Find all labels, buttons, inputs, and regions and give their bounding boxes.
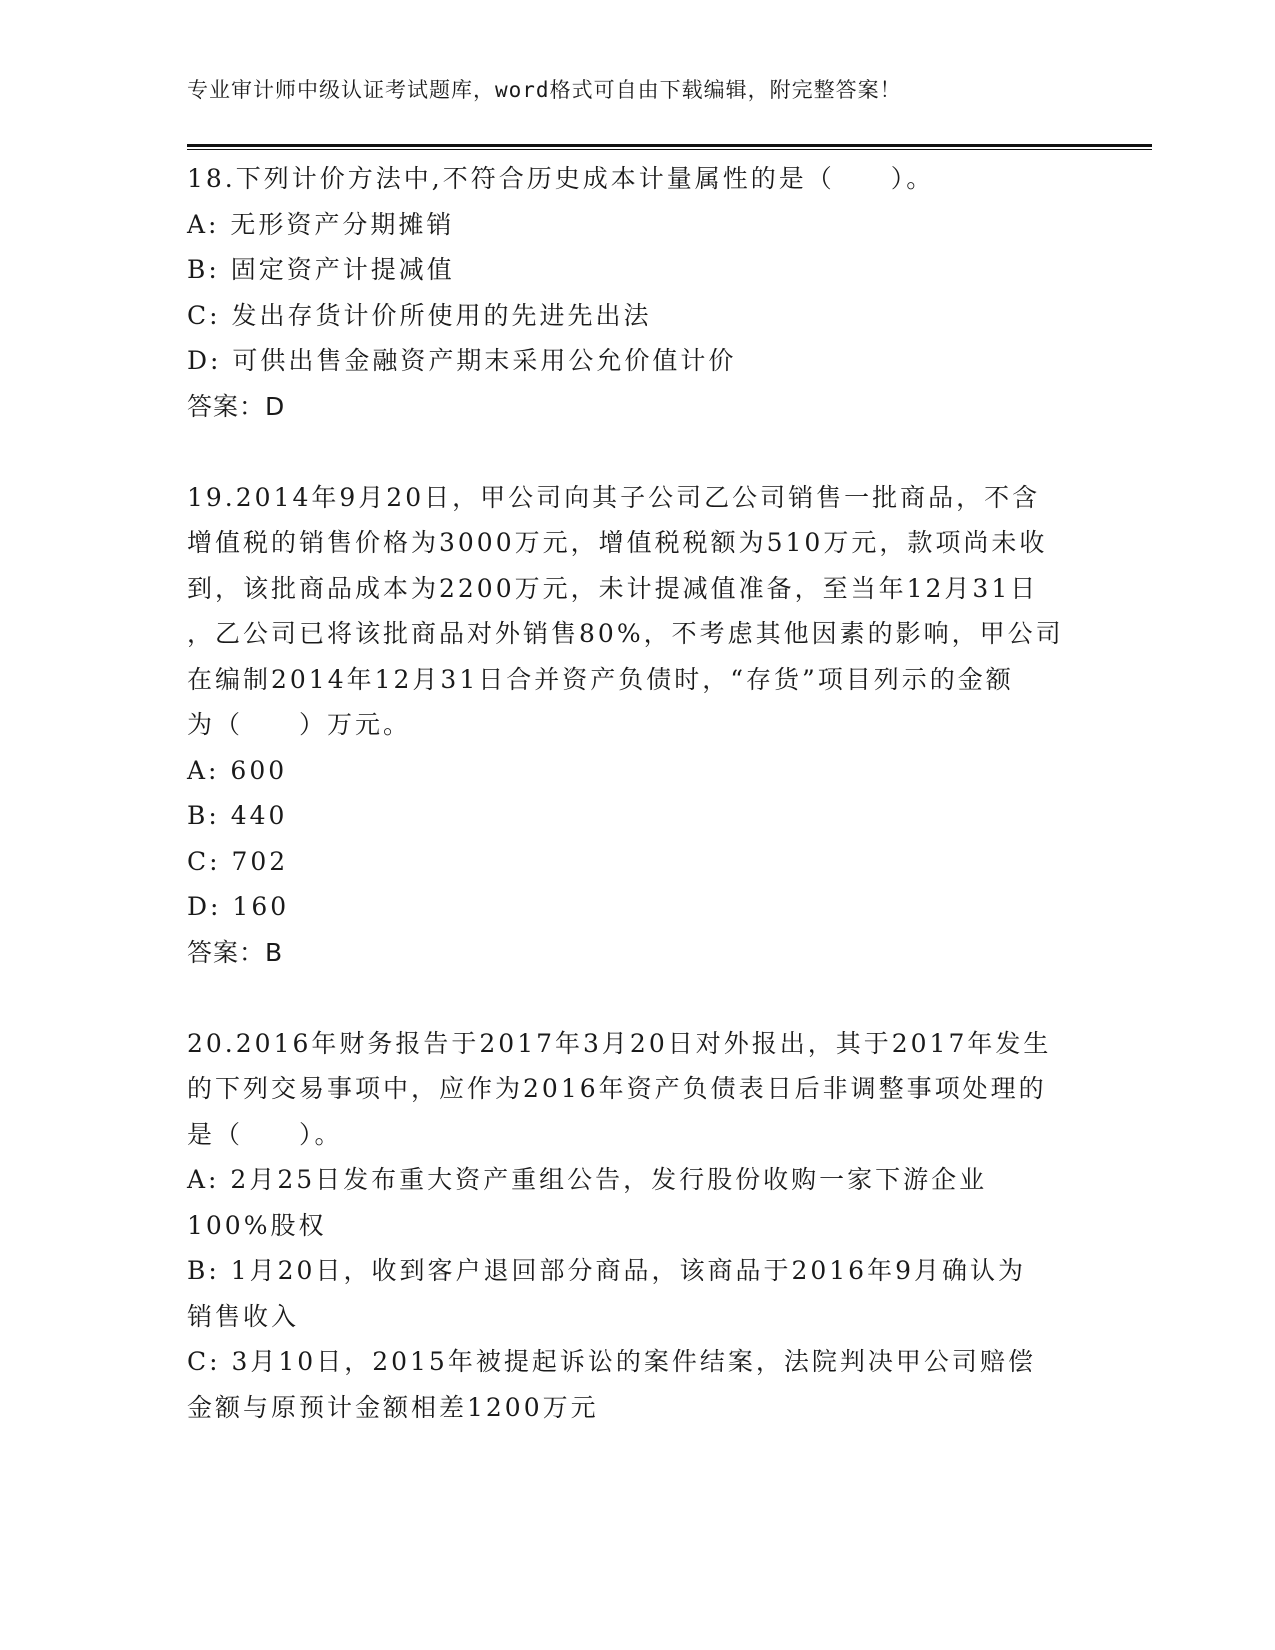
option-c: C: 发出存货计价所使用的先进先出法 — [187, 300, 652, 330]
question-19 — [187, 475, 1087, 976]
option-b: B: 1月20日，收到客户退回部分商品，该商品于2016年9月确认为 — [187, 1256, 1026, 1285]
option-a: A: 无形资产分期摊销 — [187, 209, 455, 239]
question-stem: 增值税的销售价格为3000万元，增值税税额为510万元，款项尚未收 — [187, 528, 1048, 557]
option-d: D: 160 — [187, 892, 290, 921]
option-a: A: 2月25日发布重大资产重组公告，发行股份收购一家下游企业 — [187, 1165, 988, 1194]
spacer — [187, 975, 1087, 1021]
option-d: D: 可供出售金融资产期末采用公允价值计价 — [187, 346, 737, 375]
option-c: 金额与原预计金额相差1200万元 — [187, 1392, 599, 1422]
header-divider — [187, 144, 1152, 147]
answer: 答案：D — [187, 391, 286, 421]
page-header: 专业审计师中级认证考试题库，word格式可自由下载编辑，附完整答案！ — [187, 78, 902, 102]
option-a: A: 600 — [187, 755, 288, 785]
question-20 — [187, 1021, 1087, 1431]
option-b: B: 440 — [187, 801, 288, 830]
option-b: 销售收入 — [187, 1301, 300, 1331]
answer: 答案：B — [187, 937, 284, 967]
question-stem: 的下列交易事项中，应作为2016年资产负债表日后非调整事项处理的 — [187, 1074, 1047, 1103]
option-c: C: 3月10日，2015年被提起诉讼的案件结案，法院判决甲公司赔偿 — [187, 1347, 1036, 1376]
option-c: C: 702 — [187, 846, 289, 876]
question-stem: 是（ ）。 — [187, 1119, 343, 1149]
question-18 — [187, 156, 1087, 429]
question-stem: 到，该批商品成本为2200万元，未计提减值准备，至当年12月31日 — [187, 573, 1039, 603]
question-stem: 18.下列计价方法中,不符合历史成本计量属性的是（ ）。 — [187, 164, 935, 193]
question-stem: 为（ ）万元。 — [187, 710, 412, 739]
question-stem: 19.2014年9月20日，甲公司向其子公司乙公司销售一批商品，不含 — [187, 482, 1041, 512]
question-stem: ，乙公司已将该批商品对外销售80%，不考虑其他因素的影响，甲公司 — [187, 619, 1064, 648]
question-stem: 20.2016年财务报告于2017年3月20日对外报出，其于2017年发生 — [187, 1028, 1052, 1058]
spacer — [187, 429, 1087, 475]
option-a: 100%股权 — [187, 1210, 327, 1240]
question-list — [187, 156, 1087, 1430]
option-b: B: 固定资产计提减值 — [187, 255, 455, 284]
question-stem: 在编制2014年12月31日合并资产负债时，“存货”项目列示的金额 — [187, 664, 1014, 694]
